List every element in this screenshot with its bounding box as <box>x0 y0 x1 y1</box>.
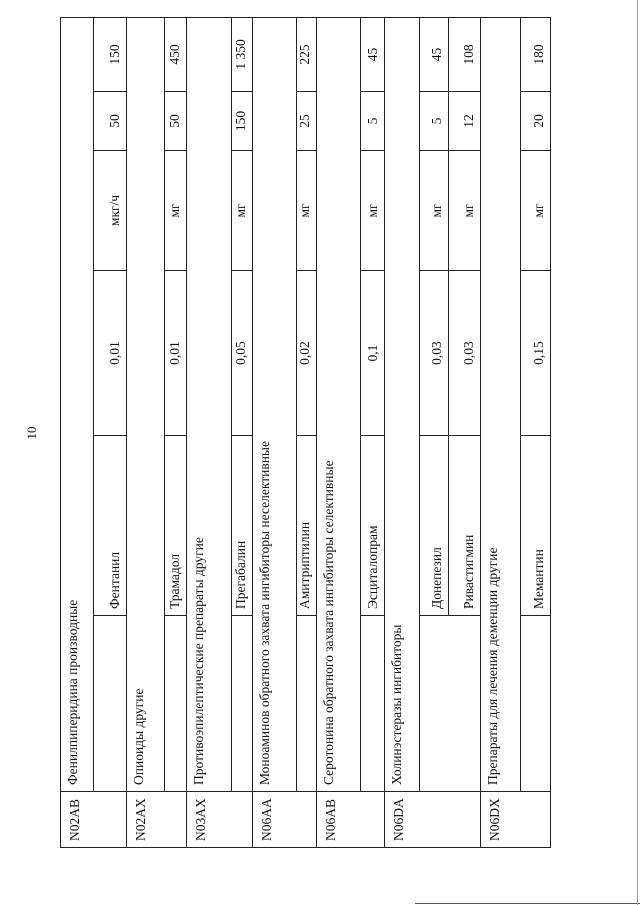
value1-cell: 50 <box>165 92 187 151</box>
unit-cell: мкг/ч <box>94 151 127 271</box>
atc-code-cell: N06AA <box>253 792 317 848</box>
table-row <box>297 17 317 847</box>
drug-name-cell: Фентанил <box>94 436 127 616</box>
ddd-cell: 0,01 <box>165 271 187 436</box>
empty-class-cell <box>165 616 187 792</box>
value2-cell: 45 <box>420 17 449 91</box>
table-row <box>165 17 187 847</box>
value1-cell: 20 <box>521 92 551 151</box>
value2-cell: 450 <box>165 17 187 91</box>
ddd-cell: 0,1 <box>361 271 385 436</box>
value1-cell: 50 <box>94 92 127 151</box>
table-row <box>481 17 521 847</box>
page-edge-line <box>415 903 640 904</box>
drug-name-cell: Эсциталопрам <box>361 436 385 616</box>
class-name-cell: Фенилпиперидина производные <box>61 17 94 791</box>
ddd-cell: 0,05 <box>232 271 253 436</box>
value1-cell: 25 <box>297 92 317 151</box>
table-row <box>61 17 94 847</box>
empty-class-cell <box>232 616 253 792</box>
value2-cell: 150 <box>94 17 127 91</box>
table-row <box>187 17 232 847</box>
value1-cell: 150 <box>232 92 253 151</box>
class-name-cell: Опиоиды другие <box>127 17 165 791</box>
atc-code-cell: N06DX <box>481 792 551 848</box>
unit-cell: мг <box>297 151 317 271</box>
class-name-cell: Препараты для лечения деменции другие <box>481 17 521 791</box>
value2-cell: 180 <box>521 17 551 91</box>
value2-cell: 108 <box>449 17 481 91</box>
atc-code-cell: N03AX <box>187 792 253 848</box>
table-row <box>232 17 253 847</box>
unit-cell: мг <box>420 151 449 271</box>
atc-code-cell: N02AX <box>127 792 187 848</box>
ddd-cell: 0,03 <box>420 271 449 436</box>
ddd-cell: 0,02 <box>297 271 317 436</box>
drug-name-cell: Прегабалин <box>232 436 253 616</box>
value2-cell: 1 350 <box>232 17 253 91</box>
rotated-table-container <box>60 18 620 848</box>
value2-cell: 45 <box>361 17 385 91</box>
drug-name-cell: Мемантин <box>521 436 551 616</box>
table-row <box>94 17 127 847</box>
empty-class-cell <box>420 616 481 792</box>
empty-class-cell <box>361 616 385 792</box>
unit-cell: мг <box>165 151 187 271</box>
drug-name-cell: Трамадол <box>165 436 187 616</box>
value1-cell: 5 <box>361 92 385 151</box>
drug-name-cell: Амитриптилин <box>297 436 317 616</box>
value1-cell: 5 <box>420 92 449 151</box>
drug-name-cell: Ривастигмин <box>449 436 481 616</box>
table-row <box>420 17 449 847</box>
unit-cell: мг <box>449 151 481 271</box>
table-row <box>127 17 165 847</box>
ddd-cell: 0,15 <box>521 271 551 436</box>
table-row <box>253 17 297 847</box>
table-row <box>521 17 551 847</box>
drug-name-cell: Донепезил <box>420 436 449 616</box>
class-name-cell: Холинэстеразы ингибиторы <box>385 17 420 791</box>
class-name-cell: Противоэпилептические препараты другие <box>187 17 232 791</box>
empty-class-cell <box>94 616 127 792</box>
empty-class-cell <box>297 616 317 792</box>
empty-class-cell <box>521 616 551 792</box>
page-edge-line-right <box>637 0 638 905</box>
class-name-cell: Моноаминов обратного захвата ингибиторы неселективные <box>253 17 297 791</box>
page-number: 10 <box>24 426 39 440</box>
ddd-cell: 0,01 <box>94 271 127 436</box>
atc-code-cell: N02AB <box>61 792 127 848</box>
value2-cell: 225 <box>297 17 317 91</box>
unit-cell: мг <box>361 151 385 271</box>
class-name-cell: Серотонина обратного захвата ингибиторы селективные <box>317 17 361 791</box>
table-row <box>361 17 385 847</box>
table-row <box>385 17 420 847</box>
value1-cell: 12 <box>449 92 481 151</box>
ddd-cell: 0,03 <box>449 271 481 436</box>
atc-code-cell: N06DA <box>385 792 481 848</box>
table-row <box>317 17 361 847</box>
atc-code-cell: N06AB <box>317 792 385 848</box>
unit-cell: мг <box>232 151 253 271</box>
unit-cell: мг <box>521 151 551 271</box>
drug-table <box>60 17 551 848</box>
